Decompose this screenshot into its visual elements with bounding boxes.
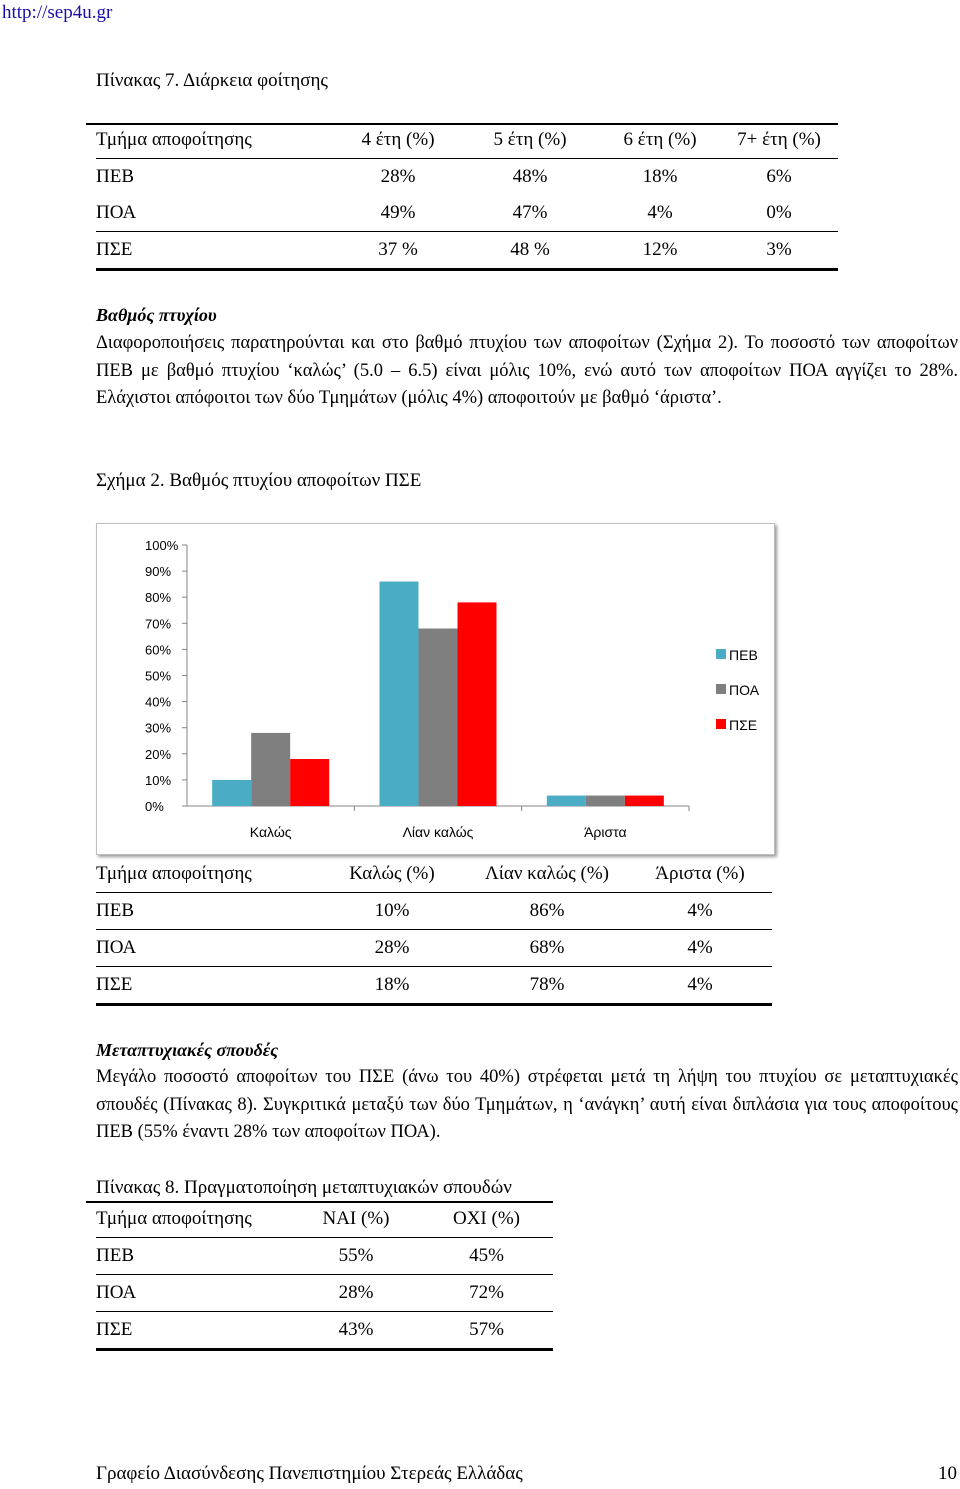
- table8-header-cell: ΝΑΙ (%): [322, 1208, 390, 1229]
- table-cell: 28%: [380, 166, 416, 187]
- table-cell: 6%: [766, 166, 792, 187]
- table-row: [96, 232, 838, 270]
- table-cell: 28%: [374, 937, 410, 958]
- table-cell: 4%: [687, 937, 713, 958]
- table8-top-rule: [86, 1201, 553, 1203]
- y-tick-label: 50%: [145, 668, 172, 684]
- section-grade-heading: Βαθμός πτυχίου: [96, 305, 217, 325]
- y-tick-label: 40%: [145, 694, 172, 710]
- page-number: 10: [938, 1463, 957, 1484]
- table-cell: 28%: [338, 1282, 374, 1303]
- table-cell: 57%: [469, 1319, 504, 1340]
- table-cell: 18%: [374, 974, 410, 995]
- bar: [212, 780, 251, 806]
- grade-chart-svg: [97, 524, 774, 854]
- y-tick-label: 60%: [145, 642, 172, 658]
- table-cell: ΠΣΕ: [96, 974, 133, 995]
- table-cell: 18%: [642, 166, 678, 187]
- grade-table-header-cell: Άριστα (%): [655, 863, 745, 884]
- y-tick-label: 100%: [145, 538, 179, 553]
- table-cell: ΠΕΒ: [96, 1245, 134, 1266]
- legend-swatch: [716, 649, 726, 659]
- table-cell: ΠΟΑ: [96, 1282, 137, 1303]
- x-category-label: Άριστα: [584, 824, 627, 840]
- table-cell: 48 %: [510, 239, 550, 260]
- y-tick-label: 90%: [145, 564, 172, 580]
- table7-header-row: [96, 122, 838, 159]
- table-cell: ΠΣΕ: [96, 1319, 133, 1340]
- table8-caption: Πίνακας 8. Πραγματοποίηση μεταπτυχιακών σπουδών: [96, 1177, 512, 1198]
- table-cell: 45%: [469, 1245, 504, 1266]
- table-row: [96, 930, 772, 967]
- legend-label: ΠΕΒ: [729, 647, 758, 663]
- y-tick-label: 70%: [145, 616, 172, 632]
- y-tick-label: 0%: [145, 799, 164, 814]
- table-cell: 49%: [380, 202, 416, 223]
- bar: [380, 582, 419, 806]
- table-row: [96, 159, 838, 196]
- grade-table-header-cell: Καλώς (%): [349, 863, 435, 884]
- table-row: [96, 1312, 553, 1350]
- table-cell: 10%: [374, 900, 410, 921]
- figure2-caption: Σχήμα 2. Βαθμός πτυχίου αποφοίτων ΠΣΕ: [96, 470, 422, 491]
- legend-swatch: [716, 684, 726, 694]
- table7-header-cell: 4 έτη (%): [361, 129, 435, 150]
- table-cell: ΠΣΕ: [96, 239, 133, 260]
- table7-header-cell: 7+ έτη (%): [737, 129, 821, 150]
- header-url[interactable]: http://sep4u.gr: [2, 2, 113, 23]
- table-cell: ΠΕΒ: [96, 900, 134, 921]
- table-row: [96, 1275, 553, 1312]
- table8-header-cell: ΟΧΙ (%): [452, 1208, 520, 1229]
- table7-header-cell: 5 έτη (%): [493, 129, 567, 150]
- table-cell: 86%: [529, 900, 565, 921]
- bar: [625, 796, 664, 806]
- section-post-paragraph: Μεγάλο ποσοστό αποφοίτων του ΠΣΕ (άνω του 40%) στρέφεται μετά τη λήψη του πτυχίου σε μεταπτυχιακές σπουδές (Πίνακας 8). Συγκριτικά μεταξύ των δύο Τμημάτων, η ‘ανάγκη’ αυτή είναι διπλάσια για τους αποφοίτους ΠΕΒ (55% έναντι 28% των αποφοίτων ΠΟΑ).: [96, 1067, 958, 1142]
- grade-chart: [96, 523, 775, 855]
- bar: [251, 733, 290, 806]
- legend-label: ΠΟΑ: [729, 682, 760, 698]
- table-row: [96, 195, 838, 232]
- table-cell: 47%: [512, 202, 548, 223]
- grade-table-header-row: [96, 856, 772, 893]
- x-category-label: Λίαν καλώς: [402, 824, 474, 840]
- grade-table-header-cell: Τμήμα αποφοίτησης: [96, 863, 252, 884]
- table-row: [96, 1238, 553, 1275]
- table-cell: 72%: [469, 1282, 504, 1303]
- legend-label: ΠΣΕ: [729, 717, 758, 733]
- table-cell: 3%: [766, 239, 792, 260]
- bar: [458, 602, 497, 806]
- table7-header-cell: Τμήμα αποφοίτησης: [96, 129, 252, 150]
- table-cell: 0%: [766, 202, 792, 223]
- bar: [290, 759, 329, 806]
- table-cell: ΠΟΑ: [96, 202, 137, 223]
- table8-header-row: [96, 1201, 553, 1238]
- table-row: [96, 893, 772, 930]
- table8-header-cell: Τμήμα αποφοίτησης: [96, 1208, 252, 1229]
- table-cell: 4%: [687, 900, 713, 921]
- section-post-heading: Μεταπτυχιακές σπουδές: [96, 1040, 279, 1060]
- table-cell: 78%: [529, 974, 565, 995]
- table-cell: 4%: [647, 202, 673, 223]
- bar: [586, 796, 625, 806]
- y-tick-label: 80%: [145, 590, 172, 606]
- section-grade-paragraph: Διαφοροποιήσεις παρατηρούνται και στο βαθμό πτυχίου των αποφοίτων (Σχήμα 2). Το ποσοστό των αποφοίτων ΠΕΒ με βαθμό πτυχίου ‘καλώς’ (5.0 – 6.5) είναι μόλις 10%, ενώ αυτό των αποφοίτων ΠΟΑ αγγίζει το 28%. Ελάχιστοι απόφοιτοι των δύο Τμημάτων (μόλις 4%) αποφοιτούν με βαθμό ‘άριστα’.: [96, 333, 958, 408]
- table7-header-cell: 6 έτη (%): [623, 129, 697, 150]
- table-cell: ΠΟΑ: [96, 937, 137, 958]
- table-cell: 4%: [687, 974, 713, 995]
- table7: [96, 122, 838, 271]
- y-tick-label: 20%: [145, 746, 172, 762]
- table-cell: 37 %: [378, 239, 418, 260]
- table7-top-rule: [86, 123, 838, 125]
- table-cell: ΠΕΒ: [96, 166, 134, 187]
- table-cell: 12%: [642, 239, 678, 260]
- y-tick-label: 10%: [145, 772, 172, 788]
- bar: [547, 796, 586, 806]
- grade-table-header-cell: Λίαν καλώς (%): [484, 863, 610, 884]
- footer-text: Γραφείο Διασύνδεσης Πανεπιστημίου Στερεάς Ελλάδας: [96, 1463, 523, 1484]
- table-cell: 48%: [512, 166, 548, 187]
- legend-swatch: [716, 719, 726, 729]
- table-cell: 68%: [529, 937, 565, 958]
- bar: [419, 629, 458, 806]
- x-category-label: Καλώς: [249, 824, 292, 840]
- table-cell: 55%: [338, 1245, 374, 1266]
- table-row: [96, 967, 772, 1005]
- grade-table: [96, 856, 772, 1006]
- table-cell: 43%: [338, 1319, 374, 1340]
- table8: [96, 1201, 553, 1351]
- y-tick-label: 30%: [145, 720, 172, 736]
- table7-caption: Πίνακας 7. Διάρκεια φοίτησης: [96, 70, 328, 91]
